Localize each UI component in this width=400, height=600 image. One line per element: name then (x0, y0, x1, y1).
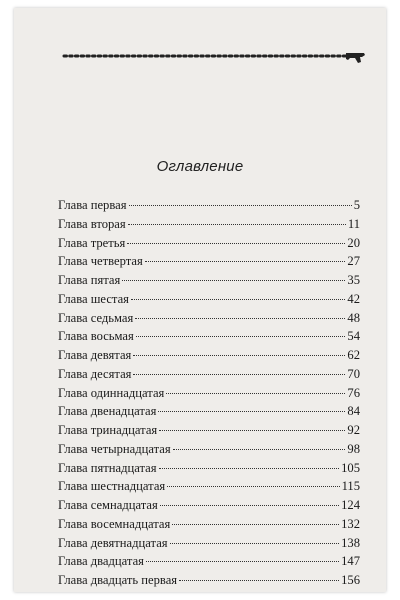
toc-page-number: 138 (341, 535, 360, 550)
toc-entry (58, 327, 360, 346)
toc-page-number: 92 (347, 423, 360, 437)
toc-page-number: 156 (341, 573, 360, 587)
book-page (14, 8, 386, 592)
toc-page-number: 48 (347, 310, 360, 325)
toc-chapter-title: Глава одиннадцатая (58, 385, 165, 400)
toc-dot-leader (167, 486, 339, 487)
toc-page-number: 147 (341, 554, 360, 569)
toc-dot-leader (129, 205, 352, 206)
toc-chapter-title: Глава двадцатая (58, 554, 144, 569)
toc-entry (58, 440, 360, 459)
toc-dot-leader (159, 468, 340, 469)
toc-title: Оглавление (156, 158, 244, 175)
toc-dot-leader (133, 355, 345, 356)
toc-chapter-title: Глава пятнадцатая (58, 460, 157, 475)
toc-entry (58, 252, 360, 271)
toc-dot-leader (158, 411, 345, 412)
toc-chapter-title: Глава восемнадцатая (58, 516, 171, 531)
toc-chapter-title: Глава двенадцатая (58, 404, 157, 419)
toc-entry (58, 346, 360, 365)
toc-dot-leader (172, 524, 339, 525)
toc-list (58, 196, 360, 590)
toc-entry (58, 459, 360, 478)
toc-page-number: 124 (341, 498, 360, 512)
toc-page-number: 70 (347, 366, 360, 381)
toc-dot-leader (122, 280, 345, 281)
toc-chapter-title: Глава тринадцатая (58, 423, 158, 437)
toc-chapter-title: Глава семнадцатая (58, 498, 158, 512)
toc-chapter-title: Глава пятая (58, 273, 121, 287)
toc-dot-leader (160, 505, 339, 506)
toc-dot-leader (179, 580, 339, 581)
dotted-gun-divider (62, 48, 368, 68)
toc-entry (58, 552, 360, 571)
toc-dot-leader (159, 430, 345, 431)
toc-chapter-title: Глава десятая (58, 366, 132, 381)
toc-page-number: 35 (347, 273, 360, 287)
toc-chapter-title: Глава шестая (58, 291, 129, 306)
toc-dot-leader (131, 299, 345, 300)
pistol-ornament-icon (62, 48, 368, 68)
toc-entry (58, 309, 360, 328)
toc-entry (58, 365, 360, 384)
toc-entry (58, 384, 360, 403)
toc-dot-leader (170, 543, 340, 544)
toc-entry (58, 196, 360, 215)
toc-page-number: 5 (353, 198, 360, 212)
toc-entry (58, 402, 360, 421)
toc-entry (58, 534, 360, 553)
toc-entry (58, 215, 360, 234)
toc-page-number: 11 (347, 216, 360, 231)
toc-dot-leader (133, 374, 345, 375)
toc-chapter-title: Глава восьмая (58, 329, 134, 344)
toc-chapter-title: Глава девятая (58, 348, 132, 362)
toc-dot-leader (146, 561, 339, 562)
toc-page-number: 132 (341, 516, 360, 531)
toc-page-number: 27 (347, 254, 360, 269)
toc-page-number: 42 (347, 291, 360, 306)
toc-page-number: 105 (341, 460, 360, 475)
toc-entry (58, 515, 360, 534)
toc-page-number: 62 (347, 348, 360, 362)
toc-chapter-title: Глава седьмая (58, 310, 134, 325)
toc-page-number: 54 (347, 329, 360, 344)
toc-entry (58, 477, 360, 496)
toc-chapter-title: Глава третья (58, 235, 126, 250)
toc-page-number: 76 (347, 385, 360, 400)
toc-dot-leader (173, 449, 346, 450)
toc-page-number: 98 (347, 441, 360, 456)
toc-entry (58, 571, 360, 590)
toc-entry (58, 496, 360, 515)
toc-entry (58, 234, 360, 253)
toc-chapter-title: Глава девятнадцатая (58, 535, 168, 550)
toc-page-number: 84 (347, 404, 360, 419)
toc-chapter-title: Глава четырнадцатая (58, 441, 171, 456)
toc-chapter-title: Глава шестнадцатая (58, 479, 166, 494)
toc-page-number: 20 (347, 235, 360, 250)
toc-entry (58, 290, 360, 309)
toc-page-number: 115 (341, 479, 360, 494)
toc-entry (58, 271, 360, 290)
toc-chapter-title: Глава вторая (58, 216, 126, 231)
toc-chapter-title: Глава четвертая (58, 254, 143, 269)
toc-chapter-title: Глава двадцать первая (58, 573, 178, 587)
toc-dot-leader (127, 243, 345, 244)
toc-dot-leader (145, 261, 346, 262)
toc-entry (58, 421, 360, 440)
toc-chapter-title: Глава первая (58, 198, 127, 212)
toc-dot-leader (135, 318, 345, 319)
toc-dot-leader (166, 393, 345, 394)
toc-dot-leader (136, 336, 346, 337)
toc-dot-leader (128, 224, 346, 225)
